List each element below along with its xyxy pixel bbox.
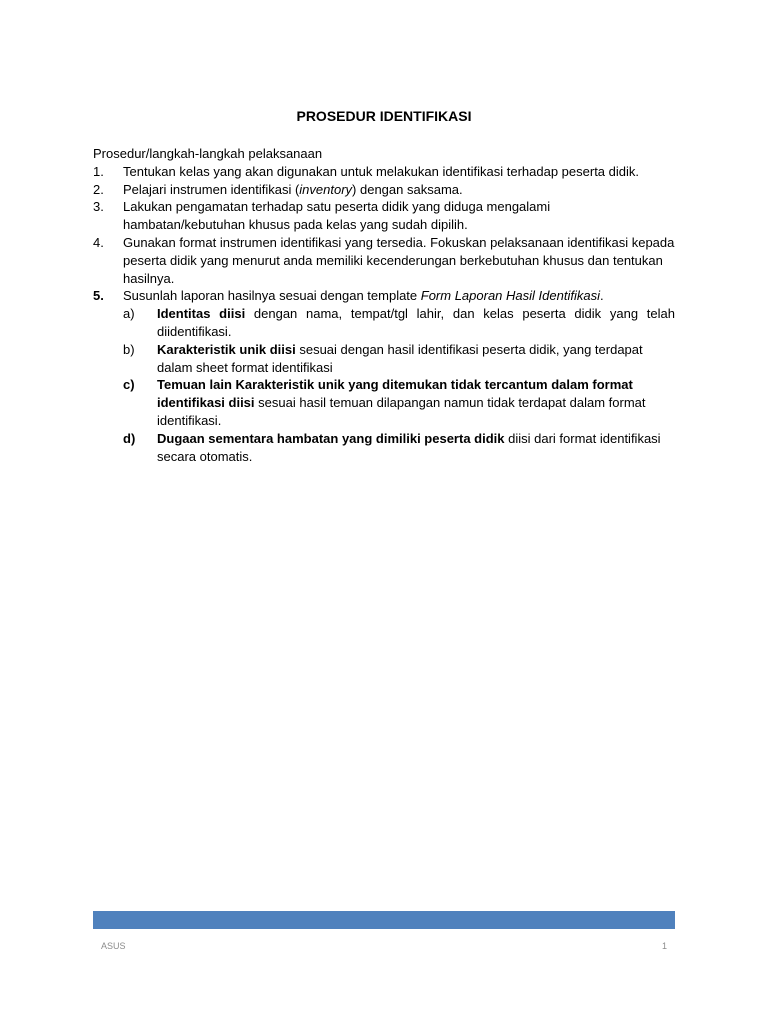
step-text-part: Pelajari instrumen identifikasi ( <box>123 181 300 197</box>
step-text: Tentukan kelas yang akan digunakan untuk melakukan identifikasi terhadap peserta didik. <box>123 163 640 179</box>
page-title: PROSEDUR IDENTIFIKASI <box>296 108 472 124</box>
step-text: Lakukan pengamatan terhadap satu peserta didik yang diduga mengalami hambatan/kebutuhan khusus pada kelas yang sudah dipilih. <box>123 199 551 233</box>
procedure-intro: Prosedur/langkah-langkah pelaksanaan <box>93 146 323 161</box>
step-text-part: Susunlah laporan hasilnya sesuai dengan template <box>123 288 421 304</box>
substep-text <box>157 376 675 429</box>
step-number: 5. <box>93 288 104 304</box>
step-text-italic: Form Laporan Hasil Identifikasi <box>420 288 600 304</box>
step-text <box>123 181 675 199</box>
substep-label: b) <box>123 341 135 357</box>
substep-label: c) <box>123 377 135 393</box>
substep-bold: Karakteristik unik diisi <box>157 341 296 357</box>
substep-c <box>123 376 675 429</box>
substep-rest: diisi dari format identifikasi secara otomatis. <box>157 430 661 464</box>
footer-bar <box>93 911 675 929</box>
substep-rest: sesuai hasil temuan dilapangan namun tidak terdapat dalam format identifikasi. <box>157 395 646 428</box>
procedure-step-2 <box>93 181 675 199</box>
substep-rest: sesuai dengan hasil identifikasi peserta didik, yang terdapat dalam sheet format identifikasi <box>157 341 643 375</box>
step-text: Gunakan format instrumen identifikasi yang tersedia. Fokuskan pelaksanaan identifikasi kepada peserta didik yang menurut anda memiliki kecenderungan berkebutuhan khusus dan tentukan hasilnya. <box>123 234 675 286</box>
substep-label: a) <box>123 306 135 322</box>
substep-bold: Dugaan sementara hambatan yang dimiliki peserta didik <box>157 430 505 446</box>
step-number: 2. <box>93 181 104 197</box>
substep-d <box>123 430 675 466</box>
substep-label: d) <box>123 430 136 446</box>
step-text-italic: inventory <box>299 181 353 197</box>
substep-bold: Temuan lain Karakteristik unik yang ditemukan tidak tercantum dalam format identifikasi diisi <box>157 377 633 411</box>
procedure-step-3 <box>93 198 675 234</box>
step-number: 3. <box>93 199 104 215</box>
step-number: 1. <box>93 163 104 179</box>
footer-page-number: 1 <box>661 941 667 951</box>
step-text-part: ) dengan saksama. <box>352 181 463 197</box>
substep-a <box>123 305 675 341</box>
procedure-step-5 <box>93 287 675 305</box>
footer-author: ASUS <box>101 941 126 951</box>
step-text <box>123 287 675 305</box>
procedure-step-4 <box>93 234 675 287</box>
substep-b <box>123 341 675 377</box>
substep-text <box>157 305 675 341</box>
substep-bold: Identitas diisi <box>157 306 246 322</box>
substep-rest: dengan nama, tempat/tgl lahir, dan kelas peserta didik yang telah diidentifikasi. <box>157 306 675 339</box>
substep-text <box>157 341 675 377</box>
procedure-step-1 <box>93 163 675 181</box>
step-number: 4. <box>93 234 104 250</box>
substep-text <box>157 430 675 466</box>
procedure-body <box>93 145 675 465</box>
step-text-part: . <box>599 288 604 304</box>
